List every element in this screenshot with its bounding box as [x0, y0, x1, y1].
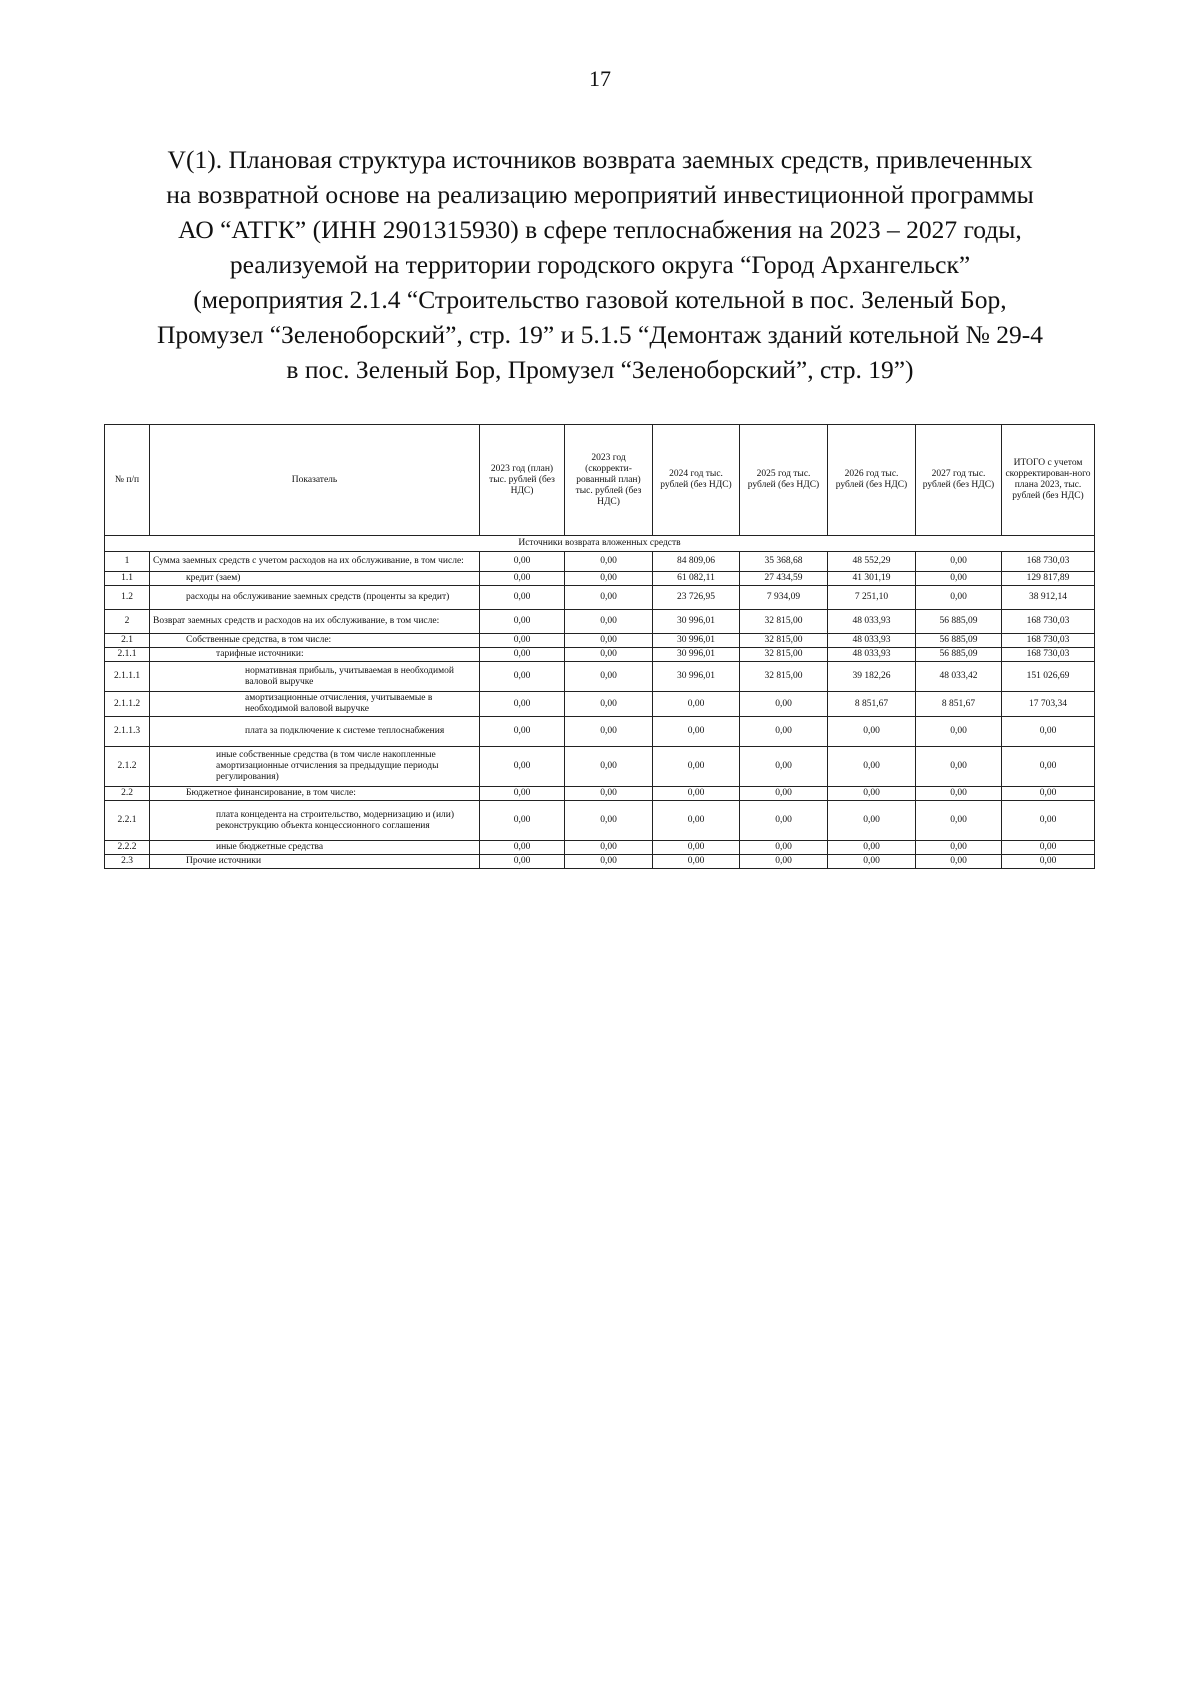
title-line: реализуемой на территории городского округа “Город Архангельск”: [229, 250, 971, 279]
value-2024: 30 996,01: [653, 662, 740, 692]
value-2025: 32 815,00: [740, 662, 828, 692]
value-2024: 0,00: [653, 747, 740, 787]
value-2027: 0,00: [916, 787, 1002, 801]
value-2026: 39 182,26: [828, 662, 916, 692]
value-total: 38 912,14: [1002, 586, 1095, 610]
value-2027: 0,00: [916, 586, 1002, 610]
table-row: [105, 787, 1095, 801]
value-2023-adjusted: 0,00: [565, 717, 653, 747]
row-label: иные бюджетные средства: [150, 841, 480, 855]
title-line: V(1). Плановая структура источников возврата заемных средств, привлеченных: [167, 145, 1033, 174]
value-2024: 30 996,01: [653, 634, 740, 648]
value-2027: 0,00: [916, 855, 1002, 869]
table-row: [105, 692, 1095, 717]
value-total: 0,00: [1002, 841, 1095, 855]
header-2023-plan: 2023 год (план) тыс. рублей (без НДС): [480, 425, 565, 536]
value-2023-plan: 0,00: [480, 572, 565, 586]
value-2026: 0,00: [828, 717, 916, 747]
row-code: 2.1: [105, 634, 150, 648]
value-2025: 32 815,00: [740, 634, 828, 648]
value-2025: 32 815,00: [740, 648, 828, 662]
table-row: [105, 572, 1095, 586]
row-label: тарифные источники:: [150, 648, 480, 662]
row-code: 2.1.1.3: [105, 717, 150, 747]
value-2023-plan: 0,00: [480, 801, 565, 841]
value-2024: 30 996,01: [653, 648, 740, 662]
value-2023-adjusted: 0,00: [565, 841, 653, 855]
value-2023-adjusted: 0,00: [565, 634, 653, 648]
value-2023-adjusted: 0,00: [565, 692, 653, 717]
title-line: Промузел “Зеленоборский”, стр. 19” и 5.1.5 “Демонтаж зданий котельной № 29-4: [156, 320, 1044, 349]
row-label: иные собственные средства (в том числе накопленные амортизационные отчисления за предыдущие периоды регулирования): [150, 747, 480, 787]
value-2025: 0,00: [740, 747, 828, 787]
value-2023-plan: 0,00: [480, 648, 565, 662]
title-line: в пос. Зеленый Бор, Промузел “Зеленоборский”, стр. 19”): [286, 355, 914, 384]
section-row: [105, 536, 1095, 552]
value-2023-adjusted: 0,00: [565, 855, 653, 869]
row-label: Прочие источники: [150, 855, 480, 869]
value-total: 168 730,03: [1002, 634, 1095, 648]
row-label: кредит (заем): [150, 572, 480, 586]
header-total: ИТОГО с учетом скорректирован-ного плана 2023, тыс. рублей (без НДС): [1002, 425, 1095, 536]
row-label: Возврат заемных средств и расходов на их обслуживание, в том числе:: [150, 610, 480, 634]
value-2023-adjusted: 0,00: [565, 586, 653, 610]
row-label: нормативная прибыль, учитываемая в необходимой валовой выручке: [150, 662, 480, 692]
value-2023-adjusted: 0,00: [565, 648, 653, 662]
table-row: [105, 610, 1095, 634]
value-2023-plan: 0,00: [480, 717, 565, 747]
value-2025: 35 368,68: [740, 552, 828, 572]
table-row: [105, 586, 1095, 610]
value-2027: 56 885,09: [916, 648, 1002, 662]
title-line: (мероприятия 2.1.4 “Строительство газовой котельной в пос. Зеленый Бор,: [193, 285, 1007, 314]
row-code: 2.2.1: [105, 801, 150, 841]
header-2025: 2025 год тыс. рублей (без НДС): [740, 425, 828, 536]
title-line: АО “АТГК” (ИНН 2901315930) в сфере теплоснабжения на 2023 – 2027 годы,: [178, 215, 1022, 244]
table-row: [105, 841, 1095, 855]
row-code: 2.1.1.2: [105, 692, 150, 717]
value-2027: 48 033,42: [916, 662, 1002, 692]
value-total: 168 730,03: [1002, 610, 1095, 634]
value-2026: 48 552,29: [828, 552, 916, 572]
value-total: 0,00: [1002, 787, 1095, 801]
value-2025: 0,00: [740, 801, 828, 841]
value-2025: 7 934,09: [740, 586, 828, 610]
value-total: 168 730,03: [1002, 648, 1095, 662]
row-label: Сумма заемных средств с учетом расходов на их обслуживание, в том числе:: [150, 552, 480, 572]
value-2026: 41 301,19: [828, 572, 916, 586]
row-code: 2.2.2: [105, 841, 150, 855]
table-row: [105, 552, 1095, 572]
value-2026: 8 851,67: [828, 692, 916, 717]
value-2023-plan: 0,00: [480, 586, 565, 610]
value-2027: 0,00: [916, 717, 1002, 747]
table-row: [105, 634, 1095, 648]
row-code: 2.1.1: [105, 648, 150, 662]
section-title: Источники возврата вложенных средств: [105, 536, 1095, 552]
value-2025: 0,00: [740, 855, 828, 869]
value-2024: 0,00: [653, 717, 740, 747]
table-row: [105, 662, 1095, 692]
value-2024: 23 726,95: [653, 586, 740, 610]
table-header-row: [105, 425, 1095, 536]
row-label: Собственные средства, в том числе:: [150, 634, 480, 648]
row-label: Бюджетное финансирование, в том числе:: [150, 787, 480, 801]
value-2023-adjusted: 0,00: [565, 747, 653, 787]
row-label: плата концедента на строительство, модернизацию и (или) реконструкцию объекта концессионного соглашения: [150, 801, 480, 841]
row-code: 2.1.1.1: [105, 662, 150, 692]
value-total: 129 817,89: [1002, 572, 1095, 586]
value-2027: 56 885,09: [916, 610, 1002, 634]
value-total: 0,00: [1002, 801, 1095, 841]
value-2025: 32 815,00: [740, 610, 828, 634]
row-code: 2.2: [105, 787, 150, 801]
value-2026: 48 033,93: [828, 610, 916, 634]
value-2025: 0,00: [740, 717, 828, 747]
value-2023-plan: 0,00: [480, 747, 565, 787]
value-2027: 0,00: [916, 572, 1002, 586]
row-code: 1.1: [105, 572, 150, 586]
title-line: на возвратной основе на реализацию мероприятий инвестиционной программы: [166, 180, 1034, 209]
value-total: 17 703,34: [1002, 692, 1095, 717]
row-label: амортизационные отчисления, учитываемые в необходимой валовой выручке: [150, 692, 480, 717]
value-2027: 56 885,09: [916, 634, 1002, 648]
row-label: расходы на обслуживание заемных средств (проценты за кредит): [150, 586, 480, 610]
value-2026: 0,00: [828, 787, 916, 801]
value-2026: 0,00: [828, 855, 916, 869]
row-code: 1.2: [105, 586, 150, 610]
value-2023-plan: 0,00: [480, 692, 565, 717]
value-total: 0,00: [1002, 717, 1095, 747]
value-2027: 0,00: [916, 747, 1002, 787]
header-2024: 2024 год тыс. рублей (без НДС): [653, 425, 740, 536]
table-row: [105, 717, 1095, 747]
value-2024: 61 082,11: [653, 572, 740, 586]
value-2023-plan: 0,00: [480, 841, 565, 855]
sources-table: [104, 424, 1095, 869]
value-2024: 0,00: [653, 692, 740, 717]
value-2023-adjusted: 0,00: [565, 662, 653, 692]
value-2024: 0,00: [653, 801, 740, 841]
value-2026: 7 251,10: [828, 586, 916, 610]
value-total: 0,00: [1002, 747, 1095, 787]
value-2023-plan: 0,00: [480, 552, 565, 572]
row-label: плата за подключение к системе теплоснабжения: [150, 717, 480, 747]
value-2023-plan: 0,00: [480, 610, 565, 634]
value-2025: 27 434,59: [740, 572, 828, 586]
table-row: [105, 801, 1095, 841]
value-total: 168 730,03: [1002, 552, 1095, 572]
table-row: [105, 648, 1095, 662]
document-title: [95, 142, 1105, 387]
row-code: 1: [105, 552, 150, 572]
value-2023-adjusted: 0,00: [565, 572, 653, 586]
value-2027: 8 851,67: [916, 692, 1002, 717]
value-2023-adjusted: 0,00: [565, 552, 653, 572]
value-2027: 0,00: [916, 552, 1002, 572]
header-2026: 2026 год тыс. рублей (без НДС): [828, 425, 916, 536]
value-total: 151 026,69: [1002, 662, 1095, 692]
value-2024: 0,00: [653, 841, 740, 855]
header-2023-adjusted: 2023 год (скорректи-рованный план) тыс. рублей (без НДС): [565, 425, 653, 536]
value-total: 0,00: [1002, 855, 1095, 869]
value-2023-plan: 0,00: [480, 634, 565, 648]
value-2024: 0,00: [653, 787, 740, 801]
value-2023-adjusted: 0,00: [565, 610, 653, 634]
value-2025: 0,00: [740, 787, 828, 801]
value-2027: 0,00: [916, 801, 1002, 841]
value-2026: 0,00: [828, 841, 916, 855]
value-2024: 0,00: [653, 855, 740, 869]
value-2023-plan: 0,00: [480, 855, 565, 869]
value-2025: 0,00: [740, 841, 828, 855]
row-code: 2.1.2: [105, 747, 150, 787]
value-2026: 48 033,93: [828, 634, 916, 648]
table-row: [105, 747, 1095, 787]
value-2023-plan: 0,00: [480, 787, 565, 801]
value-2026: 48 033,93: [828, 648, 916, 662]
value-2027: 0,00: [916, 841, 1002, 855]
value-2023-adjusted: 0,00: [565, 801, 653, 841]
header-2027: 2027 год тыс. рублей (без НДС): [916, 425, 1002, 536]
row-code: 2: [105, 610, 150, 634]
value-2024: 84 809,06: [653, 552, 740, 572]
value-2025: 0,00: [740, 692, 828, 717]
value-2023-adjusted: 0,00: [565, 787, 653, 801]
value-2026: 0,00: [828, 747, 916, 787]
value-2024: 30 996,01: [653, 610, 740, 634]
value-2026: 0,00: [828, 801, 916, 841]
page-number: 17: [589, 66, 611, 91]
table-row: [105, 855, 1095, 869]
value-2023-plan: 0,00: [480, 662, 565, 692]
header-number: № п/п: [105, 425, 150, 536]
row-code: 2.3: [105, 855, 150, 869]
header-indicator: Показатель: [150, 425, 480, 536]
